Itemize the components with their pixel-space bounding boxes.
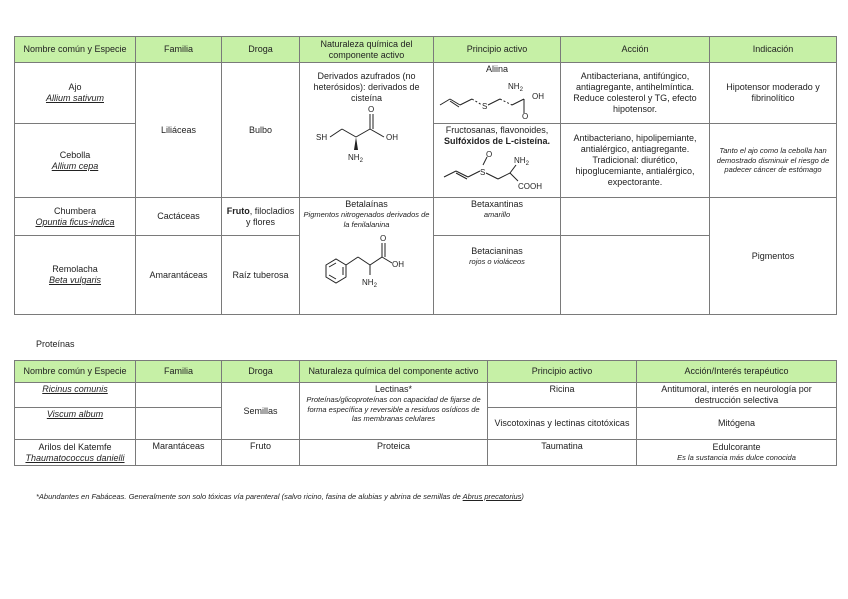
cell-familia-marantaceas: Marantáceas bbox=[136, 440, 222, 466]
svg-text:COOH: COOH bbox=[518, 182, 542, 191]
droga-bold: Fruto bbox=[226, 205, 250, 216]
header-principio: Principio activo bbox=[488, 361, 637, 383]
naturaleza-sub: Pigmentos nitrogenados derivados de la fenilalanina bbox=[303, 210, 430, 229]
header-familia: Familia bbox=[136, 361, 222, 383]
cell-indicacion-cebolla: Tanto el ajo como la cebolla han demostrado disminuir el riesgo de padecer cáncer de estómago bbox=[710, 124, 837, 198]
species-name: Allium sativum bbox=[45, 93, 104, 103]
cell-familia-viscum bbox=[136, 408, 222, 440]
cell-accion-ricinus: Antitumoral, interés en neurología por destrucción selectiva bbox=[637, 383, 837, 408]
common-name: Chumbera bbox=[53, 205, 97, 216]
phenylalanine-structure-icon bbox=[312, 229, 422, 291]
common-name: Remolacha bbox=[52, 264, 98, 274]
cell-familia-cactaceas: Cactáceas bbox=[136, 198, 222, 236]
table-header-row bbox=[15, 361, 837, 383]
footnote-link: Abrus precatorius bbox=[462, 492, 522, 501]
cell-nombre-remolacha bbox=[15, 236, 136, 315]
cell-familia-liliaceas: Liliáceas bbox=[136, 63, 222, 198]
cell-nombre-viscum bbox=[15, 408, 136, 440]
table-plants bbox=[14, 36, 837, 315]
naturaleza-text: Betalaínas bbox=[345, 199, 388, 209]
table-row-katemfe bbox=[15, 440, 837, 466]
svg-text:NH2: $NH_2$ bbox=[508, 82, 523, 93]
principio-text: Betacianinas bbox=[471, 246, 523, 256]
principio-sub: amarillo bbox=[483, 210, 511, 219]
footnote-text: *Abundantes en Fabáceas. Generalmente son solo tóxicas vía parenteral (salvo ricino, fasina de alubias y abrina de semillas de bbox=[36, 492, 463, 501]
naturaleza-sub: Proteínas/glicoproteínas con capacidad de fijarse de forma específica y reversible a residuos osídicos de las membranas celulares bbox=[306, 395, 481, 423]
accion-text: Edulcorante bbox=[712, 442, 761, 453]
table-row-ricinus bbox=[15, 383, 837, 408]
principio-text: Aliina bbox=[485, 64, 508, 74]
footnote bbox=[36, 492, 524, 501]
svg-text:O: O bbox=[522, 112, 529, 119]
header-droga: Droga bbox=[222, 361, 300, 383]
svg-text:OH: OH bbox=[385, 133, 398, 142]
species-name: Ricinus comunis bbox=[42, 384, 108, 394]
cell-droga-raiz: Raíz tuberosa bbox=[222, 236, 300, 315]
cell-nombre-cebolla bbox=[15, 124, 136, 198]
cell-accion-ajo: Antibacteriana, antifúngico, antiagregante, antihelmíntica. Reduce colesterol y TG, efecto hipotensor. bbox=[561, 63, 710, 124]
cell-nombre-ricinus bbox=[15, 383, 136, 408]
naturaleza-text: Derivados azufrados (no heterósidos): derivados de cisteína bbox=[313, 71, 420, 103]
cysteine-structure-icon bbox=[312, 104, 422, 166]
svg-text:OH: OH bbox=[391, 260, 404, 269]
species-name: Opuntia ficus-indica bbox=[35, 216, 115, 227]
cell-naturaleza-betalainas bbox=[300, 198, 434, 315]
cell-principio-aliina bbox=[434, 63, 561, 124]
section-title-proteinas: Proteínas bbox=[36, 339, 75, 349]
svg-text:NH2: $NH_2$ bbox=[347, 153, 363, 164]
cell-accion-viscum: Mitógena bbox=[637, 408, 837, 440]
cell-naturaleza-proteica: Proteica bbox=[300, 440, 488, 466]
svg-text:OH: OH bbox=[532, 92, 544, 101]
table-proteins bbox=[14, 360, 837, 466]
principio-text-b: Sulfóxidos de L-cisteína. bbox=[443, 136, 551, 146]
cell-principio-betaxantinas bbox=[434, 198, 561, 236]
svg-text:O: O bbox=[367, 105, 374, 114]
header-accion: Acción bbox=[561, 37, 710, 63]
cell-principio-cebolla bbox=[434, 124, 561, 198]
cell-indicacion-pigmentos: Pigmentos bbox=[710, 198, 837, 315]
svg-text:O: O bbox=[379, 234, 386, 243]
table-row-ajo bbox=[15, 63, 837, 124]
cell-nombre-katemfe bbox=[15, 440, 136, 466]
cell-droga-semillas: Semillas bbox=[222, 383, 300, 440]
cell-accion-cebolla: Antibacteriano, hipolipemiante, antialérgico, antiagregante. Tradicional: diurético, hipoglucemiante, antialérgico, expectorante. bbox=[561, 124, 710, 198]
svg-text:S: S bbox=[480, 168, 486, 177]
svg-text:S: S bbox=[482, 102, 488, 111]
cell-familia-amarantaceas: Amarantáceas bbox=[136, 236, 222, 315]
sulfoxide-structure-icon bbox=[438, 147, 556, 193]
cell-accion-remolacha bbox=[561, 236, 710, 315]
common-name: Arilos del Katemfe bbox=[38, 441, 112, 452]
cell-naturaleza-azufrados bbox=[300, 63, 434, 198]
species-name: Viscum album bbox=[46, 409, 104, 419]
cell-droga-bulbo: Bulbo bbox=[222, 63, 300, 198]
accion-sub: Es la sustancia más dulce conocida bbox=[677, 453, 796, 463]
droga-rest: , filocladios y flores bbox=[245, 205, 295, 227]
cell-accion-katemfe bbox=[637, 440, 837, 466]
header-nombre: Nombre común y Especie bbox=[15, 361, 136, 383]
cell-accion-chumbera bbox=[561, 198, 710, 236]
table-header-row bbox=[15, 37, 837, 63]
cell-indicacion-ajo: Hipotensor moderado y fibrinolítico bbox=[710, 63, 837, 124]
svg-text:NH2: $NH_2$ bbox=[514, 156, 529, 167]
cell-droga-fruto: Fruto bbox=[222, 440, 300, 466]
cell-principio-viscotoxinas: Viscotoxinas y lectinas citotóxicas bbox=[488, 408, 637, 440]
svg-text:O: O bbox=[486, 150, 493, 159]
footnote-end: ) bbox=[521, 492, 524, 501]
cell-nombre-ajo bbox=[15, 63, 136, 124]
table-row-chumbera bbox=[15, 198, 837, 236]
header-indicacion: Indicación bbox=[710, 37, 837, 63]
principio-text-a: Fructosanas, flavonoides, bbox=[445, 125, 549, 135]
common-name: Cebolla bbox=[59, 149, 91, 160]
aliina-structure-icon bbox=[438, 75, 556, 119]
header-naturaleza: Naturaleza química del componente activo bbox=[300, 37, 434, 63]
cell-naturaleza-lectinas bbox=[300, 383, 488, 440]
species-name: Thaumatococcus danielli bbox=[25, 452, 125, 463]
cell-droga-fruto bbox=[222, 198, 300, 236]
svg-text:NH2: $NH_2$ bbox=[361, 278, 377, 289]
principio-sub: rojos o violáceos bbox=[469, 257, 525, 266]
species-name: Allium cepa bbox=[51, 160, 99, 171]
header-accion: Acción/Interés terapéutico bbox=[637, 361, 837, 383]
cell-nombre-chumbera bbox=[15, 198, 136, 236]
cell-familia-ricinus bbox=[136, 383, 222, 408]
header-familia: Familia bbox=[136, 37, 222, 63]
naturaleza-text: Lectinas* bbox=[374, 384, 413, 394]
header-droga: Droga bbox=[222, 37, 300, 63]
svg-text:SH: SH bbox=[315, 133, 327, 142]
cell-principio-betacianinas bbox=[434, 236, 561, 315]
principio-text: Betaxantinas bbox=[470, 199, 524, 209]
header-naturaleza: Naturaleza química del componente activo bbox=[300, 361, 488, 383]
common-name: Ajo bbox=[68, 82, 82, 92]
cell-principio-ricina: Ricina bbox=[488, 383, 637, 408]
species-name: Beta vulgaris bbox=[48, 275, 102, 285]
header-principio: Principio activo bbox=[434, 37, 561, 63]
cell-principio-taumatina: Taumatina bbox=[488, 440, 637, 466]
header-nombre: Nombre común y Especie bbox=[15, 37, 136, 63]
